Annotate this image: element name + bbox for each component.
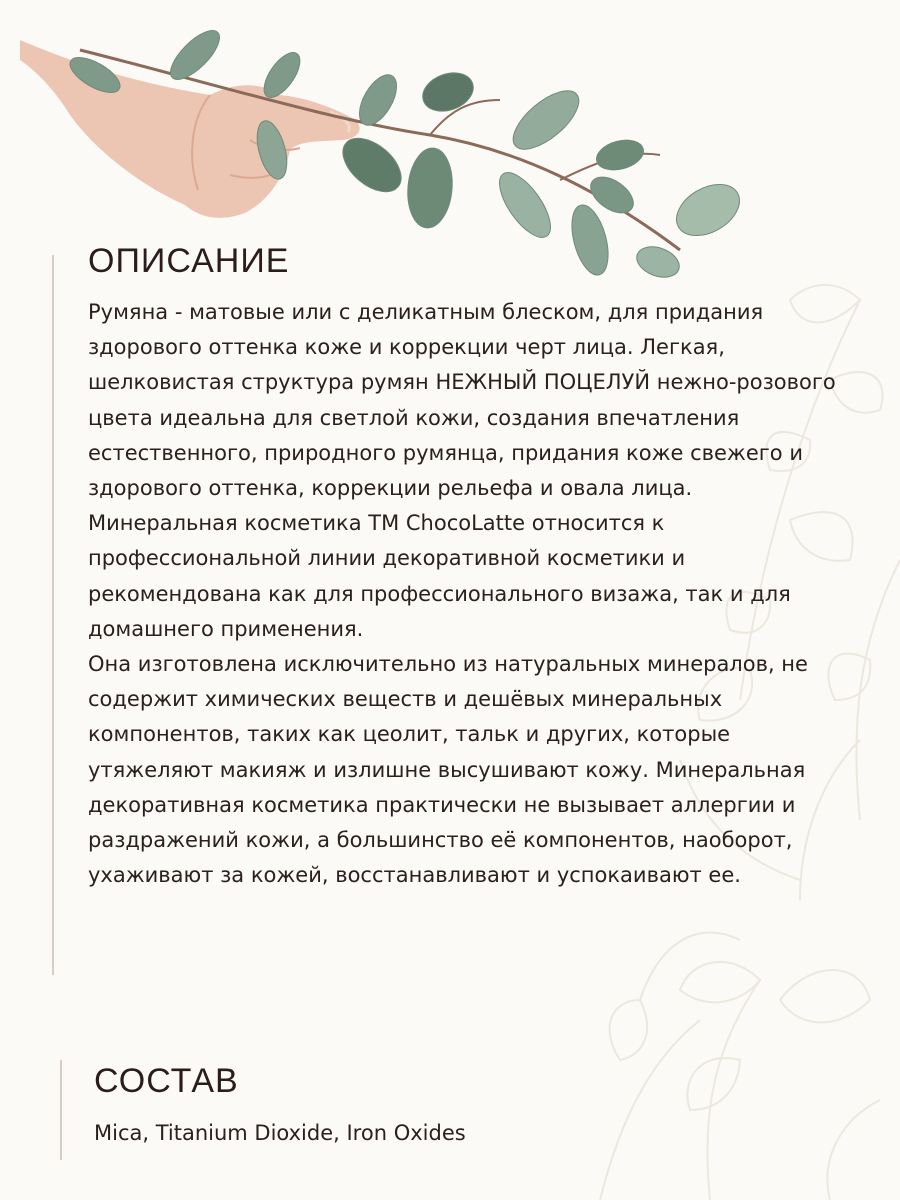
composition-text: Mica, Titanium Dioxide, Iron Oxides [94, 1121, 466, 1145]
description-paragraph: Она изготовлена исключительно из натуральных минералов, не содержит химических веществ и дешёвых минеральных компонентов, таких как цеолит, тальк и других, которые утяжеляют макияж и излишне высушивают кожу. Минеральная декоративная косметика практически не вызывает аллергии и раздражений кожи, а большинство её компонентов, наоборот, ухаживают за кожей, восстанавливают и успокаивают ее. [88, 652, 808, 888]
description-paragraph: Минеральная косметика ТМ ChocoLatte относится к профессиональной линии декоративной косметики и рекомендована как для профессионального визажа, так и для домашнего применения. [88, 511, 791, 641]
hand-illustration [20, 40, 360, 218]
composition-heading: СОСТАВ [94, 1062, 239, 1100]
description-paragraph: Румяна - матовые или с деликатным блеском, для придания здорового оттенка коже и коррекции черт лица. Легкая, шелковистая структура румян НЕЖНЫЙ ПОЦЕЛУЙ нежно-розового цвета идеальна для светлой кожи, создания впечатления естественного, природного румянца, придания коже свежего и здорового оттенка, коррекции рельефа и овала лица. [88, 300, 836, 501]
description-body [88, 295, 858, 893]
description-section-rule [52, 255, 54, 975]
description-heading: ОПИСАНИЕ [88, 242, 290, 280]
composition-section-rule [60, 1060, 62, 1160]
